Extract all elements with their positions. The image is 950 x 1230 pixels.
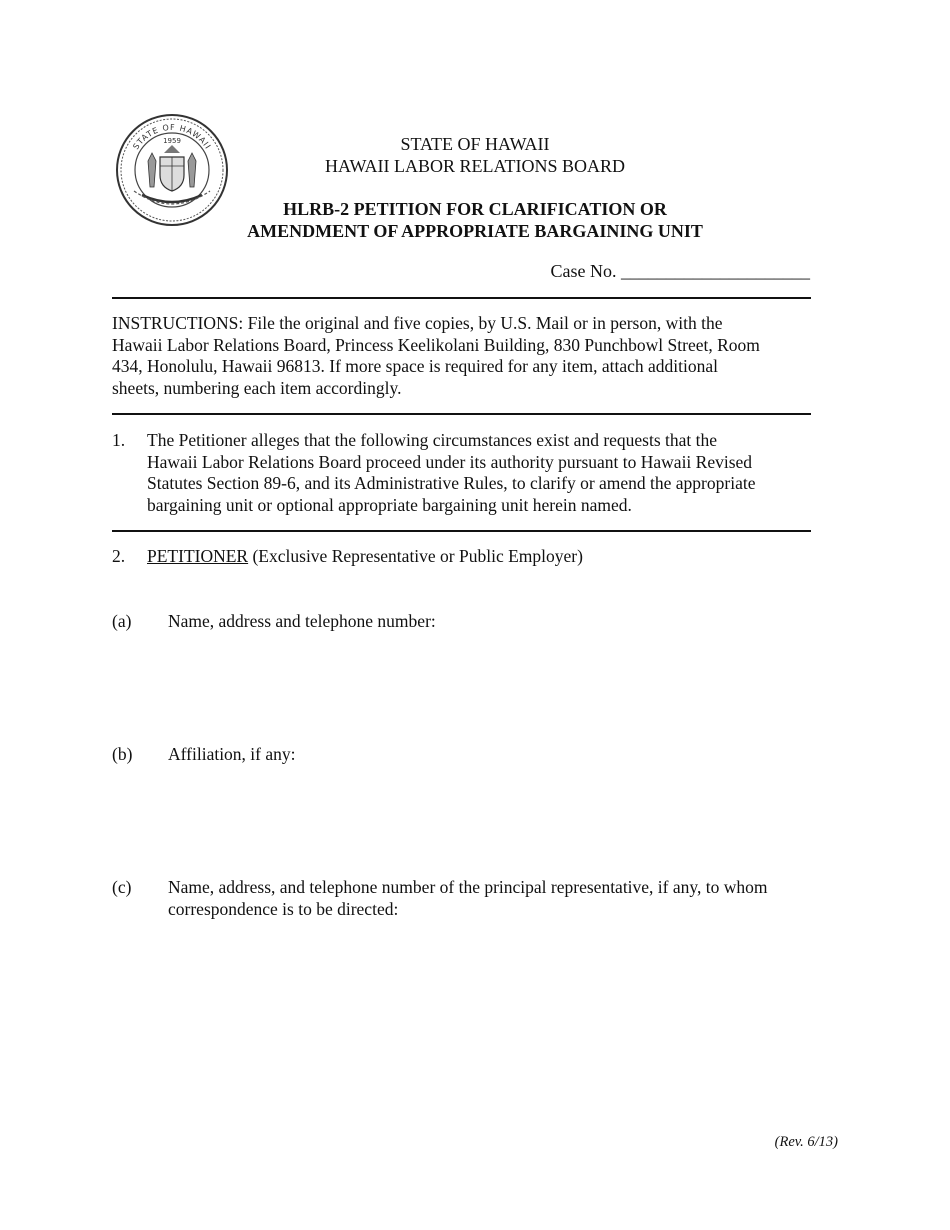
- form-title-line-2: AMENDMENT OF APPROPRIATE BARGAINING UNIT: [247, 221, 703, 241]
- item-1-line: Hawaii Labor Relations Board proceed under its authority pursuant to Hawaii Revised: [147, 451, 753, 472]
- board-name: HAWAII LABOR RELATIONS BOARD: [324, 156, 626, 176]
- petitioner-heading: PETITIONER: [147, 546, 249, 566]
- revision-note: (Rev. 6/13): [774, 1134, 838, 1150]
- item-2c-text: [168, 877, 828, 920]
- state-name: STATE OF HAWAII: [400, 134, 550, 154]
- case-number-label: Case No.: [550, 261, 617, 281]
- item-2-number: 2.: [112, 546, 126, 566]
- case-number-field[interactable]: [551, 261, 811, 282]
- petitioner-heading-note: (Exclusive Representative or Public Employer): [248, 546, 583, 566]
- item-1-number: 1.: [112, 430, 126, 450]
- form-title: [230, 198, 720, 242]
- divider: [112, 530, 811, 532]
- item-2-heading: [147, 546, 827, 568]
- seal-text: STATE OF HAWAII: [131, 122, 213, 152]
- instructions-line: 434, Honolulu, Hawaii 96813. If more space is required for any item, attach additional: [112, 356, 719, 376]
- divider: [112, 413, 811, 415]
- item-2c-label: (c): [112, 877, 132, 897]
- state-seal: [114, 113, 230, 227]
- item-2c-line: correspondence is to be directed:: [168, 898, 399, 919]
- item-1-text: [147, 430, 827, 516]
- form-title-line-1: HLRB-2 PETITION FOR CLARIFICATION OR: [283, 199, 667, 219]
- header-agency: [230, 133, 720, 177]
- item-2c-line: Name, address, and telephone number of the principal representative, if any, to whom: [168, 877, 768, 897]
- item-2a-text: Name, address and telephone number:: [168, 611, 436, 631]
- instructions-line: sheets, numbering each item accordingly.: [112, 377, 402, 398]
- item-1-line: The Petitioner alleges that the following circumstances exist and requests that the: [147, 430, 718, 450]
- item-1-line: bargaining unit or optional appropriate bargaining unit herein named.: [147, 494, 632, 515]
- case-number-blank[interactable]: _____________________: [621, 261, 810, 281]
- instructions-line: INSTRUCTIONS: File the original and five copies, by U.S. Mail or in person, with the: [112, 313, 723, 333]
- divider: [112, 297, 811, 299]
- item-1-line: Statutes Section 89-6, and its Administrative Rules, to clarify or amend the appropriate: [147, 473, 756, 493]
- instructions-line: Hawaii Labor Relations Board, Princess Keelikolani Building, 830 Punchbowl Street, Room: [112, 334, 760, 355]
- item-2b-label: (b): [112, 744, 133, 764]
- instructions: [112, 313, 822, 399]
- seal-year: 1959: [163, 137, 181, 145]
- item-2a-label: (a): [112, 611, 132, 631]
- item-2b-text: Affiliation, if any:: [168, 744, 296, 764]
